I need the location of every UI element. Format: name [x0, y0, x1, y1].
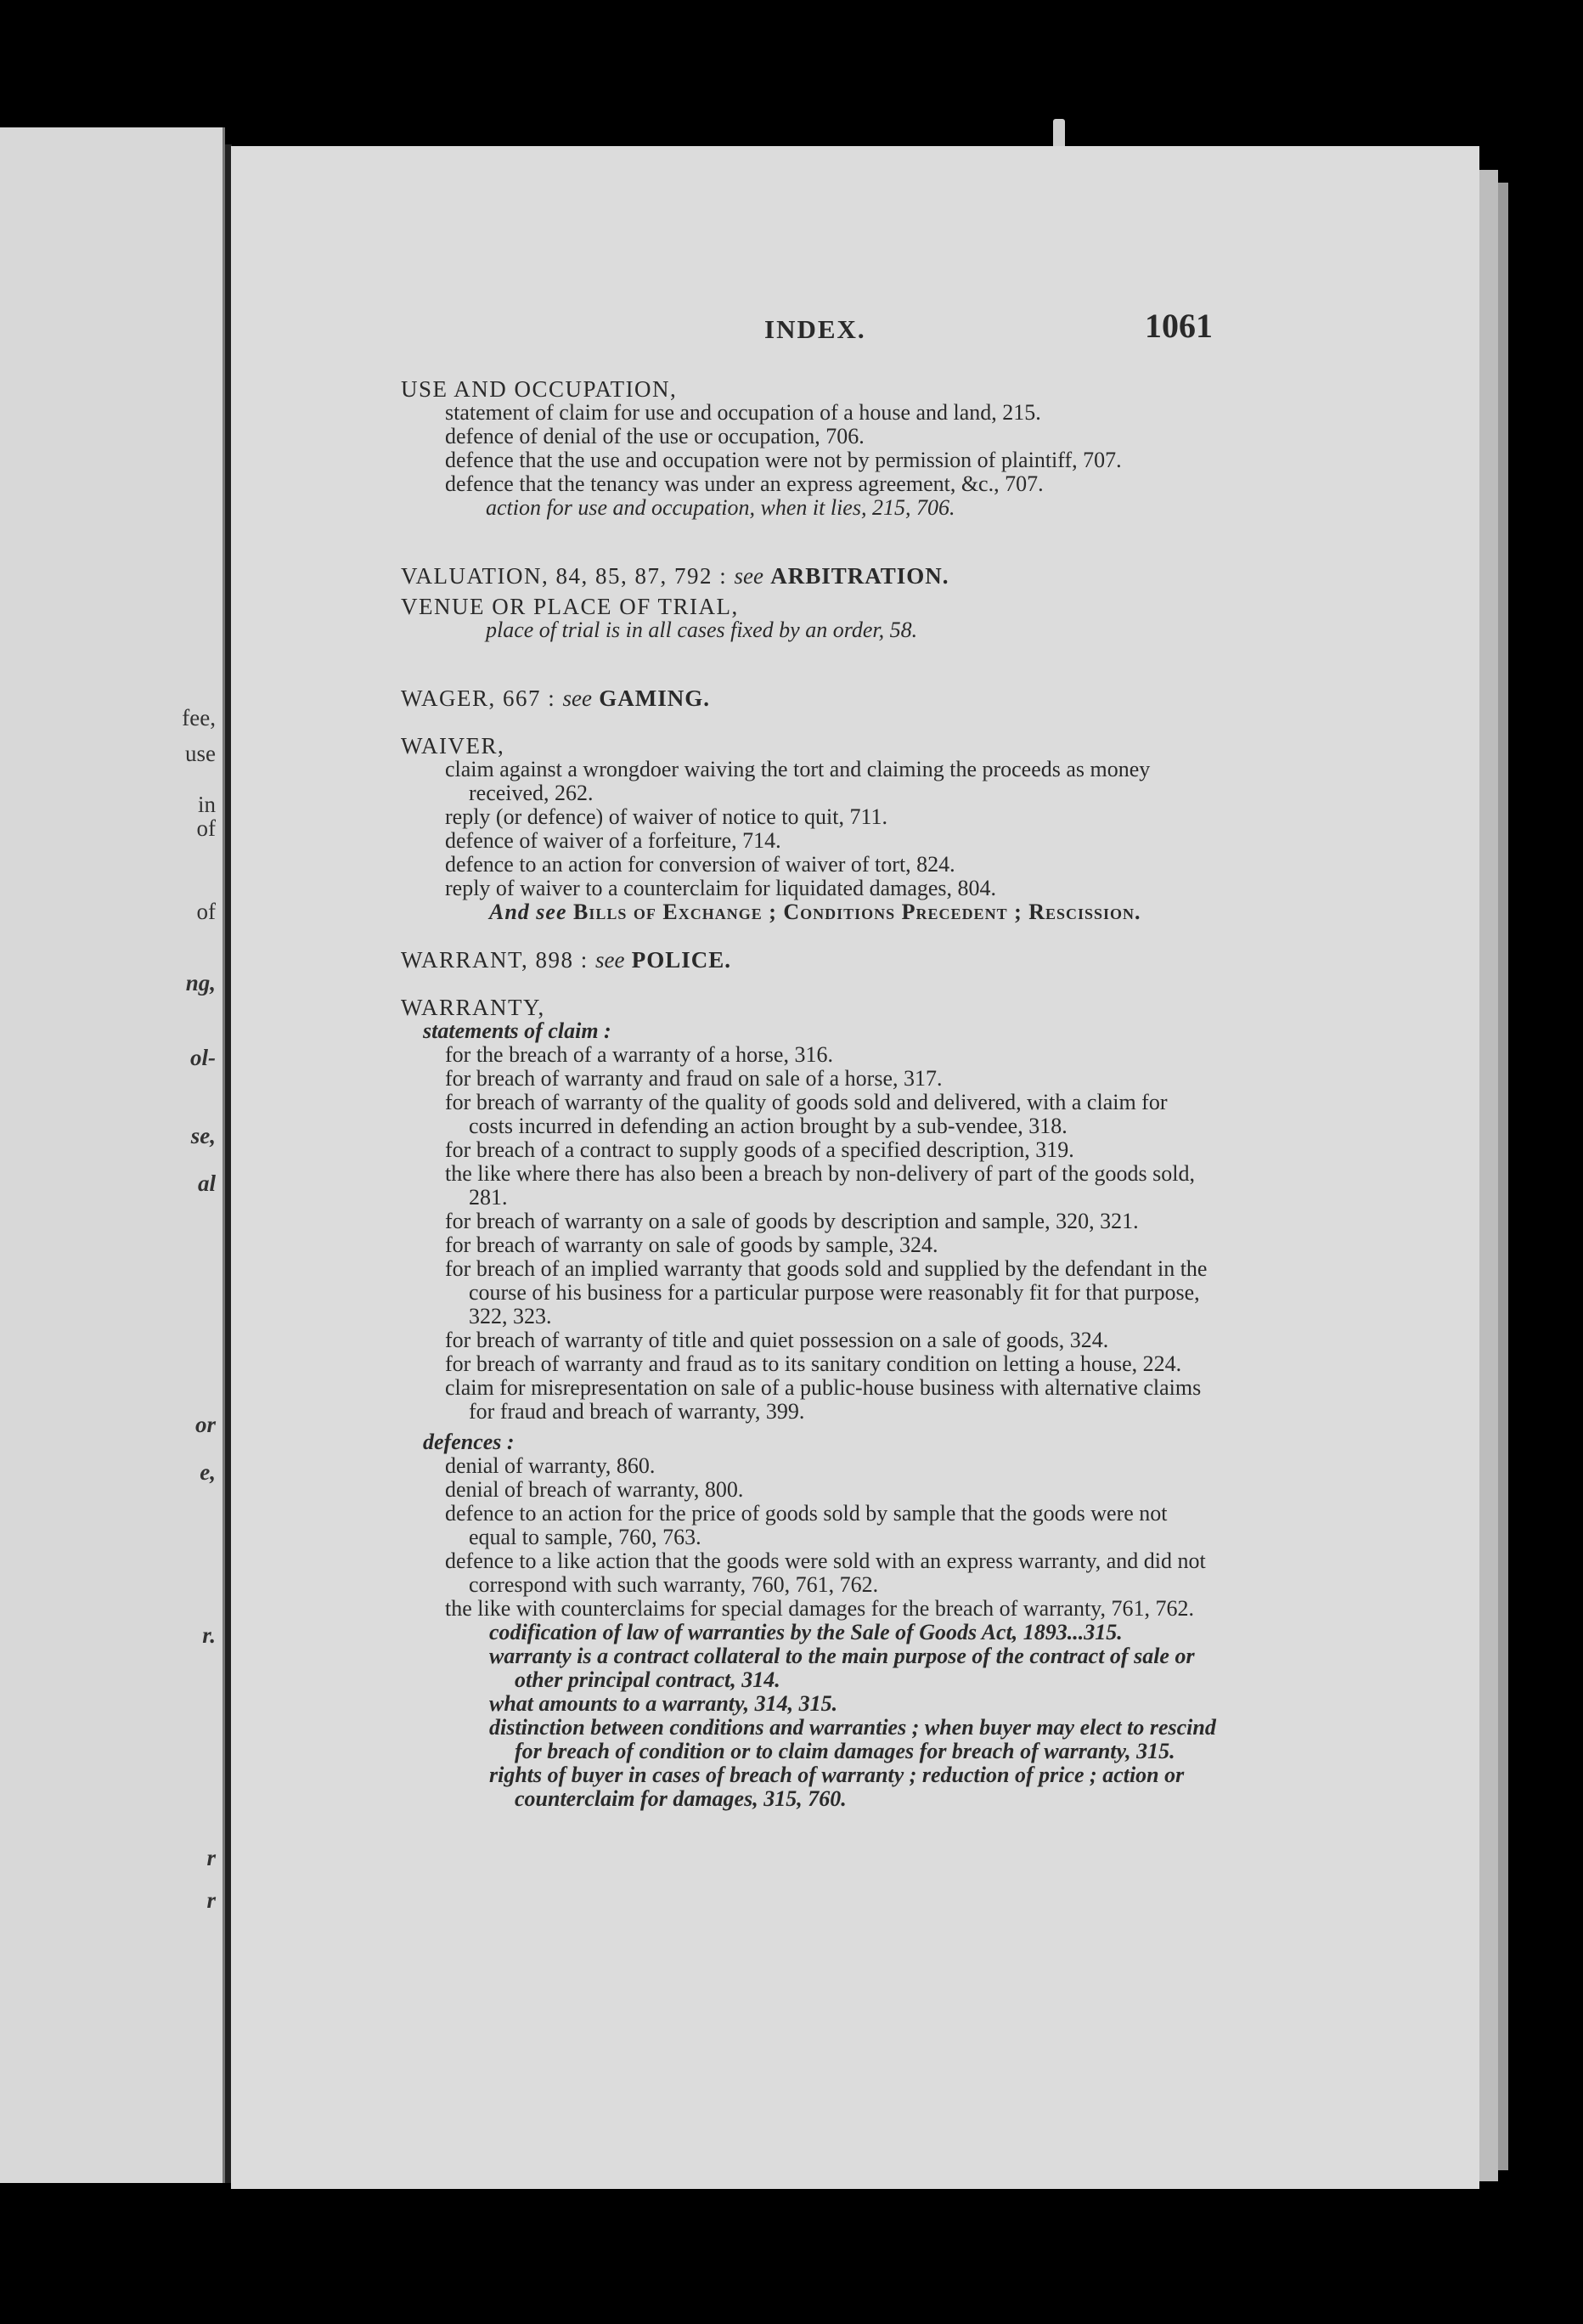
page-edge: [1498, 183, 1508, 2170]
index-entry-waiver: [401, 734, 1216, 924]
entry-line: defence that the use and occupation were not by permission of plaintiff, 707.: [445, 448, 1122, 472]
facing-page-fragment: r: [206, 1887, 216, 1913]
page-number: 1061: [1145, 307, 1213, 345]
entry-heading: [401, 686, 1216, 710]
entry-heading: [401, 564, 1216, 588]
entry-note: codification of law of warranties by the Sale of Goods Act, 1893...315.: [489, 1620, 1123, 1644]
index-entry-wager: [401, 686, 1216, 710]
facing-page-fragment: e,: [200, 1459, 216, 1485]
entry-line: for breach of warranty on sale of goods by sample, 324.: [445, 1233, 938, 1257]
facing-page-fragment: r: [206, 1845, 216, 1870]
entry-note: warranty is a contract collateral to the main purpose of the contract of sale or other principal contract, 314.: [489, 1644, 1195, 1692]
entry-line: for breach of warranty and fraud on sale of a horse, 317.: [445, 1066, 943, 1091]
see-label: And see: [489, 900, 567, 924]
entry-line: reply of waiver to a counterclaim for liquidated damages, 804.: [445, 876, 997, 900]
index-entry-warranty: [401, 996, 1216, 1811]
entry-line: denial of breach of warranty, 800.: [445, 1477, 744, 1502]
facing-page-fragment: use: [185, 741, 216, 766]
entry-line: for breach of warranty on a sale of goods by description and sample, 320, 321.: [445, 1209, 1139, 1233]
index-entry-venue: [401, 595, 1216, 642]
entry-line: for breach of a contract to supply goods of a specified description, 319.: [445, 1137, 1074, 1162]
entry-line: defence of waiver of a forfeiture, 714.: [445, 828, 781, 853]
entry-line: claim for misrepresentation on sale of a public-house business with alternative claims for fraud and breach of warranty, 399.: [445, 1375, 1202, 1424]
entry-line: for the breach of a warranty of a horse, 316.: [445, 1042, 833, 1067]
entry-line: the like where there has also been a breach by non-delivery of part of the goods sold, 281.: [445, 1161, 1195, 1210]
entry-line: for breach of an implied warranty that goods sold and supplied by the defendant in the course of his business for a particular purpose were reasonably fit for that purpose, 322, 323.: [445, 1256, 1208, 1328]
entry-line: for breach of warranty of the quality of goods sold and delivered, with a claim for costs incurred in defending an action brought by a sub-vendee, 318.: [445, 1090, 1168, 1138]
entry-note: distinction between conditions and warranties ; when buyer may elect to rescind for breach of condition or to claim damages for breach of warranty, 315.: [489, 1715, 1216, 1763]
entry-heading: VENUE OR PLACE OF TRIAL,: [401, 594, 739, 619]
heading-text: VALUATION, 84, 85, 87, 792 :: [401, 563, 728, 589]
entry-heading: USE AND OCCUPATION,: [401, 376, 678, 402]
facing-page-fragment: fee,: [182, 705, 216, 730]
entry-note: place of trial is in all cases fixed by an order, 58.: [486, 618, 918, 642]
entry-line: defence to a like action that the goods were sold with an express warranty, and did not correspond with such warranty, 760, 761, 762.: [445, 1548, 1206, 1597]
facing-page-fragment: ol-: [190, 1045, 216, 1070]
cross-reference: Bills of Exchange ; Conditions Precedent ; Rescission.: [573, 900, 1141, 924]
facing-page-fragment: r.: [202, 1622, 216, 1648]
entry-note: what amounts to a warranty, 314, 315.: [489, 1691, 838, 1716]
entry-line: claim against a wrongdoer waiving the tort and claiming the proceeds as money received, 262.: [445, 757, 1151, 805]
entry-line: denial of warranty, 860.: [445, 1453, 656, 1478]
sub-heading: defences :: [423, 1430, 515, 1454]
entry-line: for breach of warranty of title and quiet possession on a sale of goods, 324.: [445, 1328, 1109, 1352]
entry-line: defence to an action for the price of goods sold by sample that the goods were not equal to sample, 760, 763.: [445, 1501, 1168, 1549]
facing-page-fragment: in: [197, 792, 216, 817]
facing-page-fragment: ng,: [185, 970, 216, 996]
facing-page-fragment: se,: [190, 1123, 216, 1148]
entry-heading: [401, 948, 1216, 972]
entry-line: statement of claim for use and occupation of a house and land, 215.: [445, 400, 1041, 425]
facing-page: [0, 127, 225, 2183]
entry-note: action for use and occupation, when it lies, 215, 706.: [486, 495, 955, 520]
entry-note: rights of buyer in cases of breach of warranty ; reduction of price ; action or counterclaim for damages, 315, 760.: [489, 1763, 1185, 1811]
running-head: INDEX.: [764, 314, 866, 344]
see-label: see: [595, 947, 625, 973]
entry-heading: WARRANTY,: [401, 995, 545, 1020]
facing-page-fragment: or: [194, 1412, 216, 1437]
see-label: see: [734, 563, 763, 589]
entry-heading: WAIVER,: [401, 733, 505, 759]
also-see: [401, 900, 1216, 924]
entry-line: the like with counterclaims for special damages for the breach of warranty, 761, 762.: [445, 1596, 1194, 1621]
facing-page-fragment: of: [196, 815, 216, 841]
page-edge: [1479, 170, 1498, 2181]
index-content: [401, 377, 1216, 1811]
entry-line: defence to an action for conversion of waiver of tort, 824.: [445, 852, 955, 877]
index-entry-use-and-occupation: [401, 377, 1216, 520]
index-entry-valuation: [401, 564, 1216, 588]
heading-text: WAGER, 667 :: [401, 685, 556, 711]
facing-page-fragment: al: [197, 1170, 216, 1196]
sub-heading: statements of claim :: [423, 1018, 611, 1043]
cross-reference: GAMING.: [599, 685, 710, 711]
heading-text: WARRANT, 898 :: [401, 947, 589, 973]
entry-line: for breach of warranty and fraud as to its sanitary condition on letting a house, 224.: [445, 1351, 1182, 1376]
see-label: see: [562, 685, 592, 711]
entry-line: defence that the tenancy was under an express agreement, &c., 707.: [445, 471, 1044, 496]
entry-line: defence of denial of the use or occupation, 706.: [445, 424, 865, 448]
entry-line: reply (or defence) of waiver of notice to quit, 711.: [445, 804, 888, 829]
facing-page-fragment: of: [196, 899, 216, 924]
index-entry-warrant: [401, 948, 1216, 972]
cross-reference: ARBITRATION.: [770, 563, 949, 589]
cross-reference: POLICE.: [631, 947, 732, 973]
